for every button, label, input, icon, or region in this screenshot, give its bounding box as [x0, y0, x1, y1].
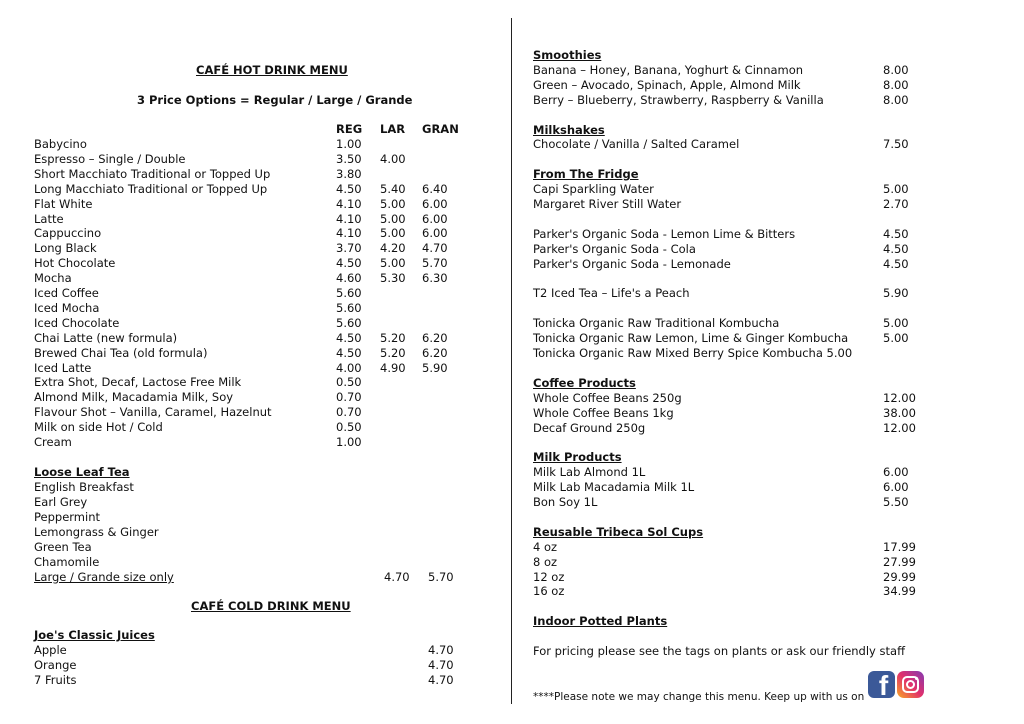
hot-drink-price-gran: 6.20: [422, 345, 448, 360]
menu-item-price: 12.00: [883, 390, 916, 405]
menu-item-name: 4 oz: [533, 539, 558, 554]
menu-item-price: 8.00: [883, 92, 909, 107]
hot-drink-name: Mocha: [34, 271, 72, 286]
juices-title: Joe's Classic Juices: [34, 628, 155, 642]
hot-drink-price-reg: 5.60: [336, 300, 362, 315]
section-heading: Reusable Tribeca Sol Cups: [533, 524, 704, 539]
hot-drink-price-lar: 5.00: [380, 211, 406, 226]
hot-drink-price-reg: 0.50: [336, 375, 362, 390]
tea-item: Green Tea: [34, 540, 92, 554]
hot-drink-price-lar: 4.00: [380, 151, 406, 166]
hot-drink-price-lar: 5.00: [380, 226, 406, 241]
juice-name: Apple: [34, 643, 67, 657]
menu-item-name: Parker's Organic Soda - Cola: [533, 241, 696, 256]
hot-drink-price-reg: 3.50: [336, 151, 362, 166]
hot-drink-price-reg: 0.70: [336, 405, 362, 420]
menu-item-price: 38.00: [883, 405, 916, 420]
hot-drink-price-gran: 5.70: [422, 256, 448, 271]
hot-drink-price-reg: 5.60: [336, 286, 362, 300]
menu-item-name: Bon Soy 1L: [533, 495, 598, 509]
juice-price: 4.70: [428, 643, 454, 657]
hot-drink-name: Short Macchiato Traditional or Topped Up: [34, 166, 271, 181]
menu-item-name: Decaf Ground 250g: [533, 420, 646, 435]
hot-menu-title: CAFÉ HOT DRINK MENU: [196, 63, 348, 77]
menu-item-name: Tonicka Organic Raw Traditional Kombucha: [533, 316, 780, 331]
menu-item-price: 7.50: [883, 137, 909, 152]
footer-note: ****Please note we may change this menu. Keep up with us on: [533, 691, 865, 703]
menu-item-name: Margaret River Still Water: [533, 197, 682, 211]
section-heading: Smoothies: [533, 48, 602, 62]
menu-item-price: 4.50: [883, 241, 909, 256]
menu-item-name: Berry – Blueberry, Strawberry, Raspberry & Vanilla: [533, 92, 824, 107]
hot-drink-price-reg: 5.60: [336, 315, 362, 330]
section-heading: Milkshakes: [533, 122, 605, 137]
hot-drink-name: Iced Latte: [34, 360, 92, 375]
hot-drink-price-gran: 6.00: [422, 226, 448, 241]
hot-drink-price-gran: 6.20: [422, 330, 448, 345]
section-heading: Coffee Products: [533, 375, 636, 390]
hot-drink-name: Chai Latte (new formula): [34, 330, 178, 345]
hot-drink-price-reg: 4.50: [336, 256, 362, 271]
hot-drink-price-lar: 5.20: [380, 330, 406, 345]
header-lar: LAR: [380, 122, 406, 136]
hot-drink-price-reg: 4.50: [336, 330, 362, 345]
hot-drink-name: Hot Chocolate: [34, 256, 116, 271]
hot-drink-name: Iced Mocha: [34, 300, 100, 315]
tea-item: Chamomile: [34, 555, 100, 569]
social-links: [868, 671, 924, 698]
menu-item-price: 8.00: [883, 77, 909, 92]
hot-drink-name: Espresso – Single / Double: [34, 151, 186, 166]
hot-drink-price-reg: 4.00: [336, 360, 362, 375]
hot-drink-name: Milk on side Hot / Cold: [34, 420, 163, 435]
section-heading: Milk Products: [533, 450, 622, 465]
hot-drink-price-reg: 1.00: [336, 435, 362, 449]
hot-drink-name: Flat White: [34, 196, 93, 211]
hot-drink-price-gran: 4.70: [422, 241, 448, 256]
menu-item-name: Tonicka Organic Raw Lemon, Lime & Ginger Kombucha: [533, 331, 849, 346]
menu-item-name: Milk Lab Almond 1L: [533, 465, 646, 480]
menu-item-name: Whole Coffee Beans 1kg: [533, 405, 674, 420]
hot-drink-name: Cream: [34, 435, 72, 449]
menu-item-price: 2.70: [883, 197, 909, 211]
menu-item-price: 5.00: [883, 182, 909, 197]
hot-drink-price-lar: 4.20: [380, 241, 406, 256]
juice-name: Orange: [34, 658, 77, 672]
menu-item-price: 27.99: [883, 554, 916, 569]
loose-leaf-title: Loose Leaf Tea: [34, 465, 130, 479]
column-divider: [511, 18, 512, 704]
tea-gran-price: 5.70: [428, 570, 454, 584]
hot-drink-name: Latte: [34, 211, 64, 226]
tea-size-note: Large / Grande size only: [34, 570, 174, 584]
menu-item-name: 12 oz: [533, 569, 565, 584]
hot-drink-price-lar: 5.20: [380, 345, 406, 360]
menu-item-name: 16 oz: [533, 584, 565, 599]
tea-item: English Breakfast: [34, 480, 134, 494]
hot-drink-name: Almond Milk, Macadamia Milk, Soy: [34, 390, 234, 405]
juice-price: 4.70: [428, 673, 454, 687]
hot-drink-price-lar: 5.40: [380, 181, 406, 196]
menu-item-price: 12.00: [883, 420, 916, 435]
hot-drink-price-reg: 1.00: [336, 137, 362, 151]
menu-item-name: Capi Sparkling Water: [533, 182, 654, 197]
hot-drink-price-reg: 4.10: [336, 211, 362, 226]
hot-drink-price-reg: 4.10: [336, 226, 362, 241]
header-gran: GRAN: [422, 122, 459, 136]
hot-drink-price-reg: 0.50: [336, 420, 362, 435]
menu-item-price: 5.00: [883, 331, 909, 346]
hot-drink-price-gran: 6.00: [422, 196, 448, 211]
hot-drink-price-reg: 0.70: [336, 390, 362, 405]
hot-drink-price-reg: 4.10: [336, 196, 362, 211]
menu-item-price: 5.00: [883, 316, 909, 331]
hot-drink-price-lar: 5.00: [380, 256, 406, 271]
hot-drink-price-lar: 5.30: [380, 271, 406, 286]
menu-item-price: 4.50: [883, 256, 909, 271]
menu-item-price: 29.99: [883, 569, 916, 584]
menu-item-price: 17.99: [883, 539, 916, 554]
hot-drink-price-reg: 4.50: [336, 345, 362, 360]
section-heading: Indoor Potted Plants: [533, 614, 668, 629]
tea-item: Peppermint: [34, 510, 100, 524]
hot-drink-name: Long Black: [34, 241, 97, 256]
menu-item-price: 6.00: [883, 480, 909, 495]
menu-item-price: 4.50: [883, 226, 909, 241]
hot-drink-price-lar: 5.00: [380, 196, 406, 211]
hot-drink-name: Long Macchiato Traditional or Topped Up: [34, 181, 268, 196]
tea-item: Earl Grey: [34, 495, 88, 509]
instagram-icon[interactable]: [897, 671, 924, 698]
tea-item: Lemongrass & Ginger: [34, 525, 159, 539]
juice-name: 7 Fruits: [34, 673, 77, 687]
menu-item-name: Chocolate / Vanilla / Salted Caramel: [533, 137, 740, 152]
menu-item-name: Banana – Honey, Banana, Yoghurt & Cinnamon: [533, 62, 804, 77]
menu-item-name: 8 oz: [533, 554, 558, 569]
hot-drink-price-gran: 6.00: [422, 211, 448, 226]
hot-drink-name: Cappuccino: [34, 226, 102, 241]
menu-item-name: Tonicka Organic Raw Mixed Berry Spice Kombucha 5.00: [533, 346, 853, 360]
hot-drink-price-reg: 3.70: [336, 241, 362, 256]
cold-menu-title: CAFÉ COLD DRINK MENU: [191, 599, 351, 613]
hot-drink-price-gran: 5.90: [422, 360, 448, 375]
menu-item-price: 5.50: [883, 495, 909, 509]
menu-item-price: 6.00: [883, 465, 909, 480]
hot-drink-name: Iced Coffee: [34, 286, 99, 300]
menu-item-price: 34.99: [883, 584, 916, 599]
hot-drink-price-reg: 3.80: [336, 166, 362, 181]
hot-drink-name: Extra Shot, Decaf, Lactose Free Milk: [34, 375, 242, 390]
price-options: 3 Price Options = Regular / Large / Grande: [137, 93, 413, 107]
facebook-icon[interactable]: f: [868, 671, 895, 698]
header-reg: REG: [336, 122, 363, 136]
tea-lar-price: 4.70: [384, 570, 410, 584]
hot-drink-price-lar: 4.90: [380, 360, 406, 375]
menu-item-price: 8.00: [883, 62, 909, 77]
hot-drink-name: Flavour Shot – Vanilla, Caramel, Hazelnut: [34, 405, 272, 420]
section-heading: From The Fridge: [533, 167, 639, 182]
menu-item-name: Green – Avocado, Spinach, Apple, Almond Milk: [533, 77, 801, 92]
menu-item-name: Parker's Organic Soda - Lemonade: [533, 256, 731, 271]
menu-item-name: T2 Iced Tea – Life's a Peach: [533, 286, 690, 301]
menu-item-price: 5.90: [883, 286, 909, 301]
menu-item-name: For pricing please see the tags on plants or ask our friendly staff: [533, 644, 905, 658]
hot-drink-price-gran: 6.30: [422, 271, 448, 286]
hot-drink-name: Brewed Chai Tea (old formula): [34, 345, 208, 360]
hot-drink-price-reg: 4.50: [336, 181, 362, 196]
hot-drink-price-gran: 6.40: [422, 181, 448, 196]
menu-item-name: Milk Lab Macadamia Milk 1L: [533, 480, 695, 495]
hot-drink-price-reg: 4.60: [336, 271, 362, 286]
menu-item-name: Parker's Organic Soda - Lemon Lime & Bitters: [533, 226, 796, 241]
juice-price: 4.70: [428, 658, 454, 672]
hot-drink-name: Babycino: [34, 137, 87, 151]
hot-drink-name: Iced Chocolate: [34, 315, 120, 330]
menu-item-name: Whole Coffee Beans 250g: [533, 390, 682, 405]
